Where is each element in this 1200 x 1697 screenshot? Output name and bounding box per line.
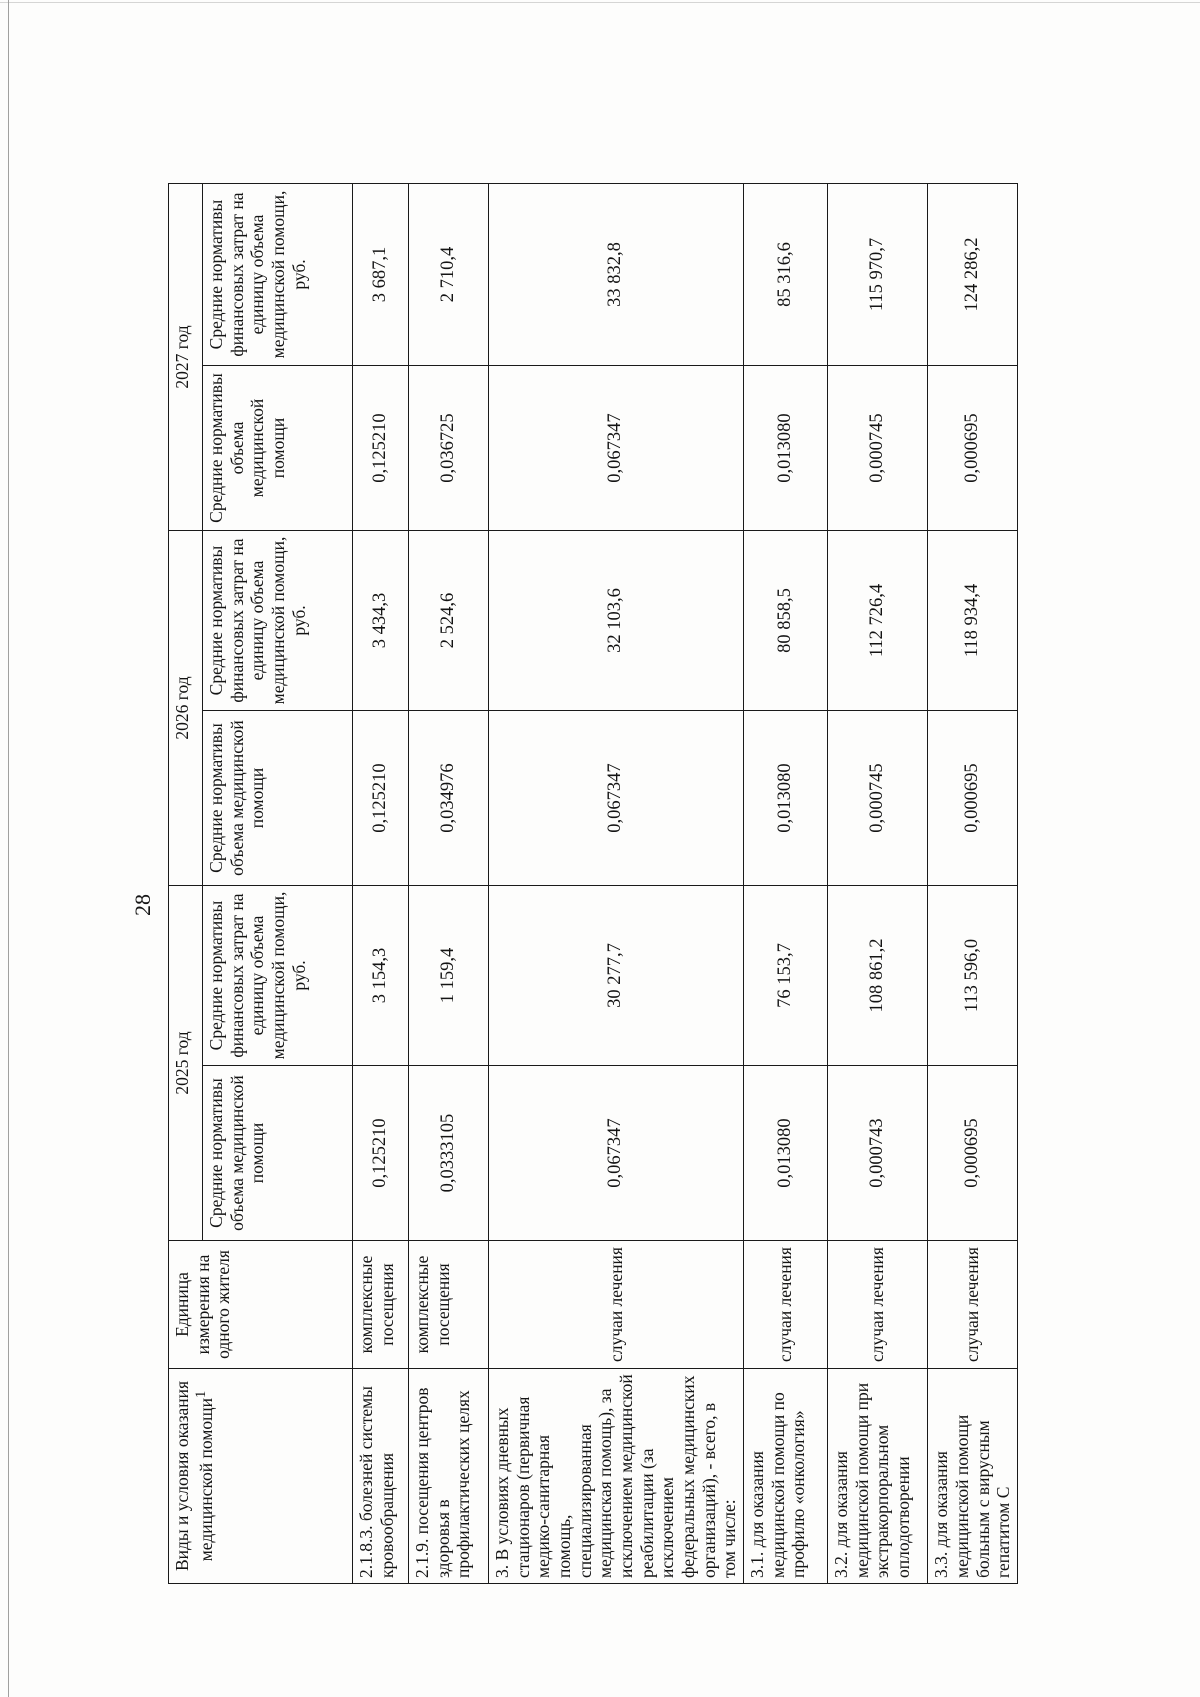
cell-volume-2027: 0,036725: [409, 366, 489, 531]
cell-cost-2025: 30 277,7: [489, 886, 744, 1066]
cell-volume-2025: 0,000695: [928, 1066, 1018, 1241]
cell-volume-2027: 0,000695: [928, 366, 1018, 531]
cell-volume-2026: 0,125210: [353, 711, 409, 886]
cell-cost-2025: 1 159,4: [409, 886, 489, 1066]
cell-volume-2026: 0,067347: [489, 711, 744, 886]
cell-volume-2027: 0,013080: [744, 366, 828, 531]
row-kind: 3.2. для оказания медицинской помощи при экстракорпоральном оплодотворении: [828, 1369, 928, 1584]
cell-cost-2025: 113 596,0: [928, 886, 1018, 1066]
header-cost-2026: Средние нормативы финансовых затрат на единицу объема медицинской помощи, руб.: [203, 531, 353, 711]
table-row: [828, 184, 928, 1584]
cell-volume-2025: 0,013080: [744, 1066, 828, 1241]
header-cost-2027: Средние нормативы финансовых затрат на единицу объема медицинской помощи, руб.: [203, 184, 353, 366]
table-row: [928, 184, 1018, 1584]
row-unit: случаи лечения: [489, 1241, 744, 1369]
cell-volume-2026: 0,000745: [828, 711, 928, 886]
header-volume-2025: Средние нормативы объема медицинской помощи: [203, 1066, 353, 1241]
cell-cost-2027: 3 687,1: [353, 184, 409, 366]
cell-cost-2025: 108 861,2: [828, 886, 928, 1066]
cell-cost-2026: 3 434,3: [353, 531, 409, 711]
row-kind: 3.1. для оказания медицинской помощи по профилю «онкология»: [744, 1369, 828, 1584]
header-row-years: [169, 184, 203, 1584]
cell-cost-2026: 118 934,4: [928, 531, 1018, 711]
row-kind: 3. В условиях дневных стационаров (первичная медико-санитарная помощь, специализированная медицинская помощь), за исключением медицинской реабилитации (за исключением федеральных медицинских организаций), - всего, в том числе:: [489, 1369, 744, 1584]
cell-cost-2027: 124 286,2: [928, 184, 1018, 366]
cell-volume-2027: 0,125210: [353, 366, 409, 531]
cell-cost-2026: 112 726,4: [828, 531, 928, 711]
row-unit: случаи лечения: [828, 1241, 928, 1369]
header-volume-2027: Средние нормативы объема медицинской помощи: [203, 366, 353, 531]
cell-volume-2027: 0,067347: [489, 366, 744, 531]
cell-cost-2025: 3 154,3: [353, 886, 409, 1066]
cell-volume-2026: 0,000695: [928, 711, 1018, 886]
cell-volume-2027: 0,000745: [828, 366, 928, 531]
header-year-2027: 2027 год: [169, 184, 203, 531]
header-kind-footnote: 1: [192, 1390, 209, 1398]
cell-volume-2025: 0,067347: [489, 1066, 744, 1241]
row-kind: 2.1.8.3. болезней системы кровообращения: [353, 1369, 409, 1584]
table-row: [489, 184, 744, 1584]
header-kind-text: Виды и условия оказания медицинской помощи: [172, 1380, 216, 1572]
table-row: [409, 184, 489, 1584]
row-unit: комплексные посещения: [353, 1241, 409, 1369]
cell-cost-2027: 33 832,8: [489, 184, 744, 366]
header-kind: [169, 1369, 353, 1584]
cell-volume-2025: 0,125210: [353, 1066, 409, 1241]
scan-edge-top: [0, 2, 1200, 3]
cell-volume-2026: 0,013080: [744, 711, 828, 886]
cell-cost-2026: 80 858,5: [744, 531, 828, 711]
header-year-2026: 2026 год: [169, 531, 203, 886]
cell-cost-2026: 32 103,6: [489, 531, 744, 711]
row-unit: случаи лечения: [928, 1241, 1018, 1369]
cell-cost-2027: 2 710,4: [409, 184, 489, 366]
scan-edge-left: [8, 0, 9, 1697]
table-row: [353, 184, 409, 1584]
header-unit: Единица измерения на одного жителя: [169, 1241, 353, 1369]
header-year-2025: 2025 год: [169, 886, 203, 1241]
header-volume-2026: Средние нормативы объема медицинской помощи: [203, 711, 353, 886]
row-unit: случаи лечения: [744, 1241, 828, 1369]
table-row: [744, 184, 828, 1584]
rotated-page-content: [130, 184, 1018, 1584]
norms-table: [168, 183, 1018, 1584]
cell-cost-2027: 85 316,6: [744, 184, 828, 366]
cell-volume-2026: 0,034976: [409, 711, 489, 886]
header-cost-2025: Средние нормативы финансовых затрат на единицу объема медицинской помощи, руб.: [203, 886, 353, 1066]
row-kind: 3.3. для оказания медицинской помощи больным с вирусным гепатитом С: [928, 1369, 1018, 1584]
row-kind: 2.1.9. посещения центров здоровья в профилактических целях: [409, 1369, 489, 1584]
cell-cost-2026: 2 524,6: [409, 531, 489, 711]
cell-volume-2025: 0,0333105: [409, 1066, 489, 1241]
page-number: 28: [130, 894, 155, 916]
cell-cost-2027: 115 970,7: [828, 184, 928, 366]
cell-volume-2025: 0,000743: [828, 1066, 928, 1241]
row-unit: комплексные посещения: [409, 1241, 489, 1369]
cell-cost-2025: 76 153,7: [744, 886, 828, 1066]
